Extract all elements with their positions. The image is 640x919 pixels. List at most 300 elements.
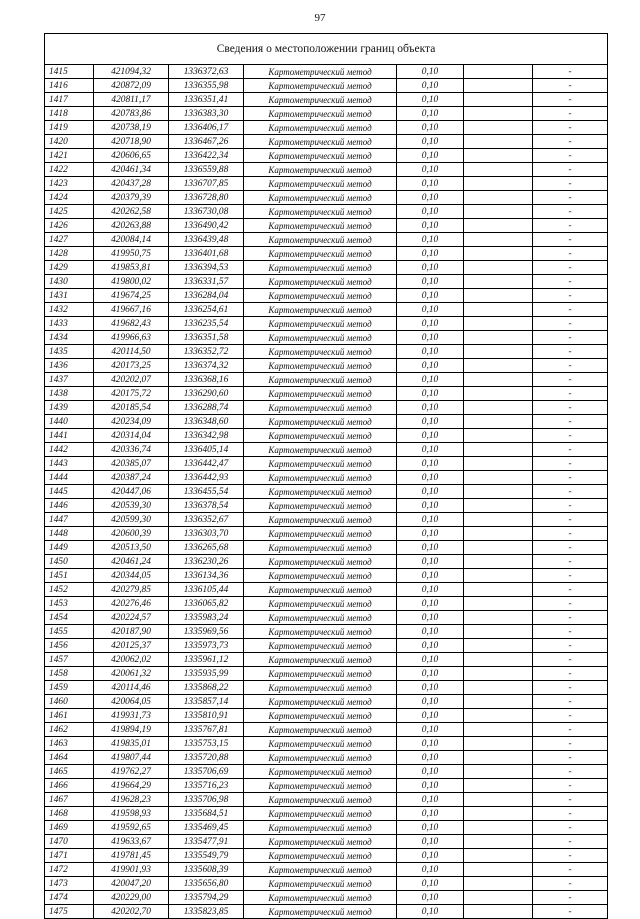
y-coordinate-cell: 1336439,48 [169,233,244,247]
table-row [45,191,607,205]
error-cell: 0,10 [397,415,464,429]
y-coordinate-cell: 1336374,32 [169,359,244,373]
point-number-cell: 1444 [45,471,94,485]
point-number-cell: 1443 [45,457,94,471]
error-cell: 0,10 [397,219,464,233]
x-coordinate-cell: 420539,30 [94,499,169,513]
method-cell: Картометрический метод [244,821,397,835]
y-coordinate-cell: 1336405,14 [169,443,244,457]
error-cell: 0,10 [397,597,464,611]
point-number-cell: 1463 [45,737,94,751]
blank-cell [464,359,533,373]
dash-cell: - [533,737,608,751]
error-cell: 0,10 [397,723,464,737]
method-cell: Картометрический метод [244,499,397,513]
table-row [45,569,607,583]
error-cell: 0,10 [397,373,464,387]
blank-cell [464,261,533,275]
dash-cell: - [533,471,608,485]
error-cell: 0,10 [397,863,464,877]
error-cell: 0,10 [397,849,464,863]
y-coordinate-cell: 1335857,14 [169,695,244,709]
dash-cell: - [533,107,608,121]
error-cell: 0,10 [397,555,464,569]
dash-cell: - [533,905,608,919]
error-cell: 0,10 [397,541,464,555]
x-coordinate-cell: 419800,02 [94,275,169,289]
dash-cell: - [533,163,608,177]
x-coordinate-cell: 420513,50 [94,541,169,555]
point-number-cell: 1415 [45,65,94,79]
blank-cell [464,821,533,835]
table-row [45,891,607,905]
x-coordinate-cell: 419950,75 [94,247,169,261]
blank-cell [464,107,533,121]
dash-cell: - [533,93,608,107]
y-coordinate-cell: 1336134,36 [169,569,244,583]
dash-cell: - [533,513,608,527]
x-coordinate-cell: 420437,28 [94,177,169,191]
point-number-cell: 1434 [45,331,94,345]
y-coordinate-cell: 1336490,42 [169,219,244,233]
dash-cell: - [533,289,608,303]
point-number-cell: 1449 [45,541,94,555]
error-cell: 0,10 [397,331,464,345]
dash-cell: - [533,205,608,219]
blank-cell [464,275,533,289]
point-number-cell: 1431 [45,289,94,303]
y-coordinate-cell: 1336235,54 [169,317,244,331]
table-row [45,163,607,177]
y-coordinate-cell: 1335823,85 [169,905,244,919]
point-number-cell: 1474 [45,891,94,905]
point-number-cell: 1466 [45,779,94,793]
blank-cell [464,765,533,779]
dash-cell: - [533,247,608,261]
blank-cell [464,863,533,877]
blank-cell [464,303,533,317]
blank-cell [464,93,533,107]
table-row [45,443,607,457]
method-cell: Картометрический метод [244,835,397,849]
error-cell: 0,10 [397,261,464,275]
y-coordinate-cell: 1336378,54 [169,499,244,513]
y-coordinate-cell: 1335794,29 [169,891,244,905]
x-coordinate-cell: 419682,43 [94,317,169,331]
point-number-cell: 1440 [45,415,94,429]
y-coordinate-cell: 1335969,56 [169,625,244,639]
coordinates-table [45,65,607,918]
x-coordinate-cell: 420279,85 [94,583,169,597]
dash-cell: - [533,695,608,709]
page-number: 97 [314,12,326,24]
method-cell: Картометрический метод [244,737,397,751]
point-number-cell: 1418 [45,107,94,121]
blank-cell [464,289,533,303]
table-row [45,513,607,527]
y-coordinate-cell: 1336394,53 [169,261,244,275]
x-coordinate-cell: 420175,72 [94,387,169,401]
dash-cell: - [533,597,608,611]
y-coordinate-cell: 1335608,39 [169,863,244,877]
table-row [45,345,607,359]
x-coordinate-cell: 419894,19 [94,723,169,737]
error-cell: 0,10 [397,793,464,807]
point-number-cell: 1460 [45,695,94,709]
y-coordinate-cell: 1336355,98 [169,79,244,93]
method-cell: Картометрический метод [244,709,397,723]
y-coordinate-cell: 1335868,22 [169,681,244,695]
dash-cell: - [533,877,608,891]
x-coordinate-cell: 419807,44 [94,751,169,765]
table-row [45,541,607,555]
error-cell: 0,10 [397,499,464,513]
error-cell: 0,10 [397,583,464,597]
blank-cell [464,233,533,247]
point-number-cell: 1429 [45,261,94,275]
method-cell: Картометрический метод [244,79,397,93]
blank-cell [464,121,533,135]
point-number-cell: 1419 [45,121,94,135]
method-cell: Картометрический метод [244,415,397,429]
dash-cell: - [533,527,608,541]
y-coordinate-cell: 1335716,23 [169,779,244,793]
x-coordinate-cell: 420344,05 [94,569,169,583]
table-row [45,93,607,107]
point-number-cell: 1425 [45,205,94,219]
point-number-cell: 1427 [45,233,94,247]
y-coordinate-cell: 1335706,69 [169,765,244,779]
point-number-cell: 1454 [45,611,94,625]
dash-cell: - [533,821,608,835]
x-coordinate-cell: 420229,00 [94,891,169,905]
method-cell: Картометрический метод [244,317,397,331]
dash-cell: - [533,583,608,597]
point-number-cell: 1420 [45,135,94,149]
method-cell: Картометрический метод [244,345,397,359]
blank-cell [464,219,533,233]
dash-cell: - [533,233,608,247]
table-row [45,205,607,219]
method-cell: Картометрический метод [244,905,397,919]
blank-cell [464,625,533,639]
error-cell: 0,10 [397,359,464,373]
x-coordinate-cell: 419966,63 [94,331,169,345]
blank-cell [464,793,533,807]
method-cell: Картометрический метод [244,583,397,597]
error-cell: 0,10 [397,65,464,79]
error-cell: 0,10 [397,681,464,695]
table-row [45,793,607,807]
x-coordinate-cell: 420738,19 [94,121,169,135]
dash-cell: - [533,79,608,93]
blank-cell [464,555,533,569]
method-cell: Картометрический метод [244,65,397,79]
error-cell: 0,10 [397,653,464,667]
blank-cell [464,387,533,401]
table-row [45,373,607,387]
y-coordinate-cell: 1335720,88 [169,751,244,765]
table-row [45,681,607,695]
method-cell: Картометрический метод [244,149,397,163]
x-coordinate-cell: 420062,02 [94,653,169,667]
table-row [45,387,607,401]
x-coordinate-cell: 420061,32 [94,667,169,681]
table-row [45,905,607,919]
dash-cell: - [533,415,608,429]
x-coordinate-cell: 420783,86 [94,107,169,121]
dash-cell: - [533,387,608,401]
method-cell: Картометрический метод [244,513,397,527]
point-number-cell: 1423 [45,177,94,191]
y-coordinate-cell: 1335477,91 [169,835,244,849]
error-cell: 0,10 [397,807,464,821]
x-coordinate-cell: 419901,93 [94,863,169,877]
table-row [45,429,607,443]
dash-cell: - [533,135,608,149]
table-row [45,527,607,541]
method-cell: Картометрический метод [244,849,397,863]
table-row [45,751,607,765]
table-row [45,289,607,303]
dash-cell: - [533,849,608,863]
y-coordinate-cell: 1336406,17 [169,121,244,135]
point-number-cell: 1417 [45,93,94,107]
table-row [45,737,607,751]
error-cell: 0,10 [397,625,464,639]
blank-cell [464,569,533,583]
table-row [45,275,607,289]
table-row [45,779,607,793]
point-number-cell: 1475 [45,905,94,919]
table-row [45,667,607,681]
point-number-cell: 1428 [45,247,94,261]
table-row [45,807,607,821]
point-number-cell: 1435 [45,345,94,359]
dash-cell: - [533,499,608,513]
table-row [45,219,607,233]
table-row [45,611,607,625]
point-number-cell: 1470 [45,835,94,849]
y-coordinate-cell: 1335961,12 [169,653,244,667]
dash-cell: - [533,191,608,205]
y-coordinate-cell: 1336105,44 [169,583,244,597]
dash-cell: - [533,793,608,807]
x-coordinate-cell: 419592,65 [94,821,169,835]
x-coordinate-cell: 420125,37 [94,639,169,653]
blank-cell [464,751,533,765]
x-coordinate-cell: 420276,46 [94,597,169,611]
point-number-cell: 1459 [45,681,94,695]
y-coordinate-cell: 1336348,60 [169,415,244,429]
point-number-cell: 1471 [45,849,94,863]
blank-cell [464,149,533,163]
table-row [45,863,607,877]
dash-cell: - [533,457,608,471]
method-cell: Картометрический метод [244,359,397,373]
blank-cell [464,429,533,443]
x-coordinate-cell: 419781,45 [94,849,169,863]
blank-cell [464,401,533,415]
blank-cell [464,513,533,527]
x-coordinate-cell: 420084,14 [94,233,169,247]
point-number-cell: 1461 [45,709,94,723]
y-coordinate-cell: 1336351,41 [169,93,244,107]
table-row [45,639,607,653]
y-coordinate-cell: 1335753,15 [169,737,244,751]
y-coordinate-cell: 1336401,68 [169,247,244,261]
method-cell: Картометрический метод [244,373,397,387]
blank-cell [464,835,533,849]
method-cell: Картометрический метод [244,485,397,499]
y-coordinate-cell: 1335656,80 [169,877,244,891]
error-cell: 0,10 [397,149,464,163]
y-coordinate-cell: 1336559,88 [169,163,244,177]
y-coordinate-cell: 1336284,04 [169,289,244,303]
dash-cell: - [533,331,608,345]
method-cell: Картометрический метод [244,695,397,709]
table-row [45,877,607,891]
point-number-cell: 1448 [45,527,94,541]
method-cell: Картометрический метод [244,667,397,681]
blank-cell [464,191,533,205]
dash-cell: - [533,667,608,681]
method-cell: Картометрический метод [244,457,397,471]
table-row [45,457,607,471]
method-cell: Картометрический метод [244,625,397,639]
error-cell: 0,10 [397,429,464,443]
method-cell: Картометрический метод [244,611,397,625]
method-cell: Картометрический метод [244,247,397,261]
table-row [45,303,607,317]
point-number-cell: 1469 [45,821,94,835]
y-coordinate-cell: 1335469,45 [169,821,244,835]
blank-cell [464,877,533,891]
blank-cell [464,667,533,681]
error-cell: 0,10 [397,247,464,261]
error-cell: 0,10 [397,709,464,723]
table-row [45,597,607,611]
blank-cell [464,653,533,667]
point-number-cell: 1473 [45,877,94,891]
y-coordinate-cell: 1336352,72 [169,345,244,359]
dash-cell: - [533,653,608,667]
error-cell: 0,10 [397,233,464,247]
method-cell: Картометрический метод [244,597,397,611]
y-coordinate-cell: 1336331,57 [169,275,244,289]
x-coordinate-cell: 420187,90 [94,625,169,639]
blank-cell [464,681,533,695]
x-coordinate-cell: 420064,05 [94,695,169,709]
table-row [45,331,607,345]
x-coordinate-cell: 420461,34 [94,163,169,177]
blank-cell [464,807,533,821]
x-coordinate-cell: 420385,07 [94,457,169,471]
table-row [45,653,607,667]
x-coordinate-cell: 419667,16 [94,303,169,317]
error-cell: 0,10 [397,891,464,905]
dash-cell: - [533,751,608,765]
y-coordinate-cell: 1336352,67 [169,513,244,527]
y-coordinate-cell: 1336351,58 [169,331,244,345]
method-cell: Картометрический метод [244,793,397,807]
blank-cell [464,65,533,79]
table-row [45,765,607,779]
method-cell: Картометрический метод [244,93,397,107]
dash-cell: - [533,723,608,737]
y-coordinate-cell: 1336290,60 [169,387,244,401]
blank-cell [464,737,533,751]
method-cell: Картометрический метод [244,191,397,205]
point-number-cell: 1438 [45,387,94,401]
point-number-cell: 1441 [45,429,94,443]
y-coordinate-cell: 1336442,93 [169,471,244,485]
point-number-cell: 1453 [45,597,94,611]
x-coordinate-cell: 420185,54 [94,401,169,415]
dash-cell: - [533,401,608,415]
y-coordinate-cell: 1336455,54 [169,485,244,499]
method-cell: Картометрический метод [244,863,397,877]
point-number-cell: 1472 [45,863,94,877]
method-cell: Картометрический метод [244,569,397,583]
error-cell: 0,10 [397,345,464,359]
table-row [45,625,607,639]
error-cell: 0,10 [397,163,464,177]
method-cell: Картометрический метод [244,401,397,415]
method-cell: Картометрический метод [244,275,397,289]
table-row [45,177,607,191]
x-coordinate-cell: 419853,81 [94,261,169,275]
x-coordinate-cell: 420872,09 [94,79,169,93]
dash-cell: - [533,555,608,569]
table-row [45,261,607,275]
error-cell: 0,10 [397,191,464,205]
blank-cell [464,779,533,793]
table-row [45,821,607,835]
y-coordinate-cell: 1335684,51 [169,807,244,821]
table-row [45,555,607,569]
dash-cell: - [533,275,608,289]
blank-cell [464,527,533,541]
blank-cell [464,891,533,905]
method-cell: Картометрический метод [244,121,397,135]
error-cell: 0,10 [397,135,464,149]
x-coordinate-cell: 420047,20 [94,877,169,891]
blank-cell [464,135,533,149]
table-row [45,499,607,513]
x-coordinate-cell: 419664,29 [94,779,169,793]
blank-cell [464,723,533,737]
x-coordinate-cell: 420224,57 [94,611,169,625]
dash-cell: - [533,779,608,793]
blank-cell [464,163,533,177]
dash-cell: - [533,541,608,555]
x-coordinate-cell: 420234,09 [94,415,169,429]
method-cell: Картометрический метод [244,289,397,303]
blank-cell [464,499,533,513]
y-coordinate-cell: 1336467,26 [169,135,244,149]
dash-cell: - [533,317,608,331]
point-number-cell: 1432 [45,303,94,317]
dash-cell: - [533,261,608,275]
blank-cell [464,597,533,611]
table-row [45,317,607,331]
error-cell: 0,10 [397,667,464,681]
method-cell: Картометрический метод [244,177,397,191]
x-coordinate-cell: 420600,39 [94,527,169,541]
table-row [45,835,607,849]
method-cell: Картометрический метод [244,891,397,905]
